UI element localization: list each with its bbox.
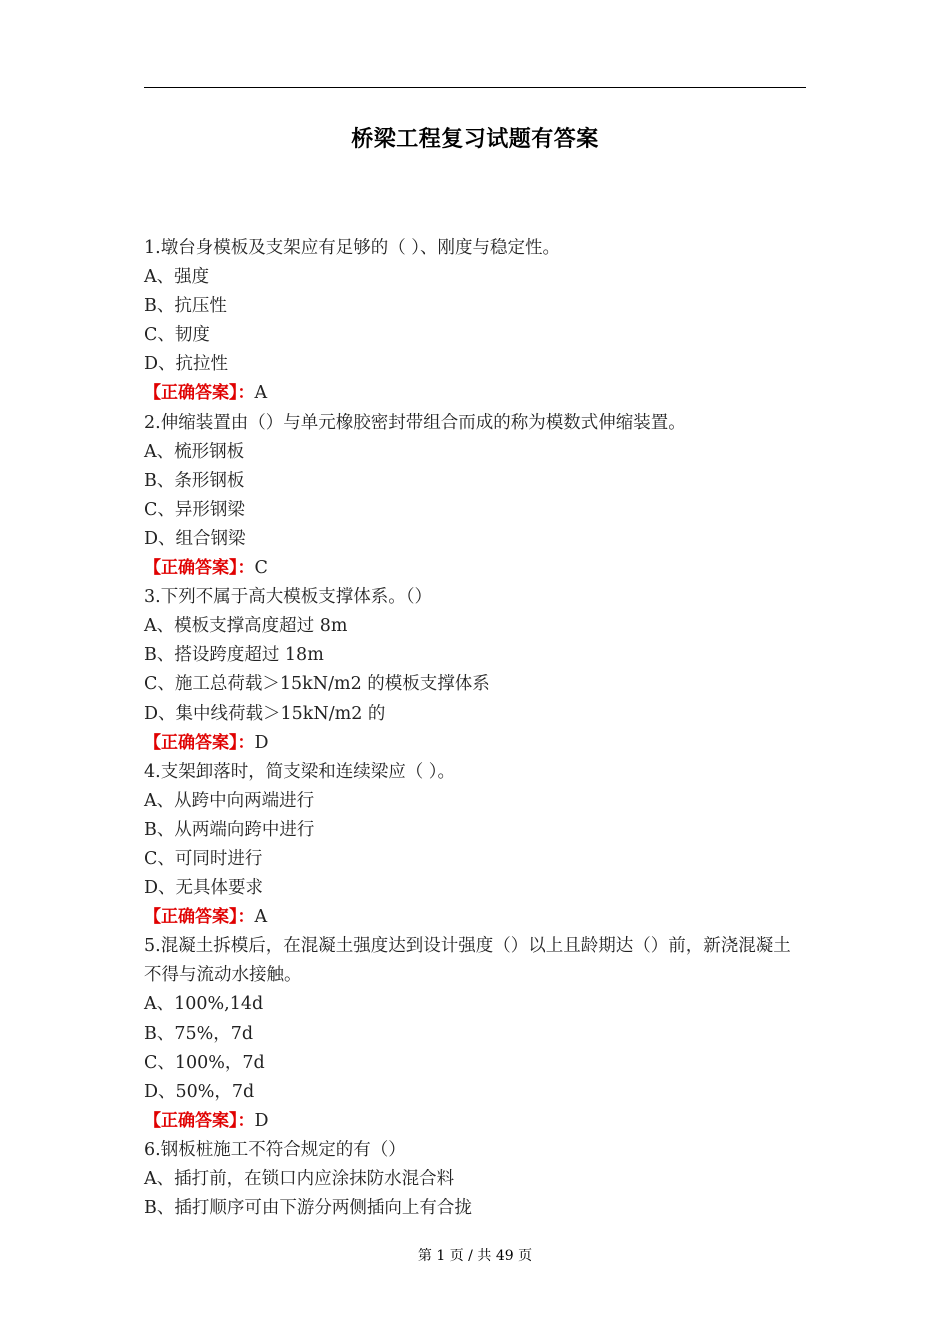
answer-label: 【正确答案】： (144, 1110, 255, 1131)
question-block (144, 932, 804, 1136)
option-b: B、75%，7d (144, 1023, 254, 1044)
question-stem: 3.下列不属于高大模板支撑体系。（） (144, 587, 432, 608)
option-b: B、插打顺序可由下游分两侧插向上有合拢 (144, 1198, 472, 1219)
document-title: 桥梁工程复习试题有答案 (351, 126, 599, 152)
answer-line (144, 379, 804, 408)
answer-line (144, 554, 804, 583)
option-a: A、100%,14d (144, 994, 264, 1015)
option-d: D、50%，7d (144, 1081, 255, 1102)
footer-prefix: 第 (417, 1248, 432, 1264)
header-rule (144, 87, 806, 88)
option-b: B、搭设跨度超过 18m (144, 645, 324, 666)
answer-value: D (254, 732, 269, 753)
answer-value: C (254, 558, 268, 579)
question-block (144, 409, 804, 584)
total-pages-number: 49 (495, 1248, 514, 1264)
answer-label: 【正确答案】： (144, 558, 255, 579)
answer-line (144, 903, 804, 932)
option-a: A、插打前，在锁口内应涂抹防水混合料 (144, 1169, 455, 1189)
option-a: A、梳形钢板 (144, 441, 245, 462)
option-c: C、施工总荷载＞15kN/m2 的模板支撑体系 (144, 674, 490, 695)
question-block (144, 583, 804, 758)
option-a: A、从跨中向两端进行 (144, 790, 315, 811)
question-stem: 2.伸缩装置由（）与单元橡胶密封带组合而成的称为模数式伸缩装置。 (144, 412, 686, 433)
question-stem: 1.墩台身模板及支架应有足够的（ ）、刚度与稳定性。 (144, 238, 561, 258)
answer-value: D (254, 1110, 269, 1131)
option-d: D、组合钢梁 (144, 528, 246, 549)
answer-line (144, 729, 804, 758)
answer-value: A (254, 907, 268, 928)
question-stem: 4.支架卸落时，简支梁和连续梁应（ ）。 (144, 761, 456, 782)
option-b: B、从两端向跨中进行 (144, 819, 315, 840)
option-b: B、抗压性 (144, 296, 227, 317)
question-block (144, 1136, 804, 1223)
option-d: D、集中线荷载＞15kN/m2 的 (144, 703, 386, 724)
question-stem: 6.钢板桩施工不符合规定的有（） (144, 1139, 406, 1160)
option-d: D、无具体要求 (144, 878, 264, 899)
answer-label: 【正确答案】： (144, 732, 255, 753)
option-c: C、100%，7d (144, 1052, 265, 1073)
question-stem: 5.混凝土拆模后，在混凝土强度达到设计强度（）以上且龄期达（）前，新浇混凝土不得与流动水接触。 (144, 936, 791, 986)
footer-middle: 页 / 共 (449, 1248, 492, 1264)
option-c: C、韧度 (144, 325, 210, 346)
answer-line (144, 1107, 804, 1136)
question-block (144, 234, 804, 409)
option-a: A、强度 (144, 267, 210, 288)
option-c: C、可同时进行 (144, 848, 263, 869)
question-list (144, 234, 804, 1223)
option-d: D、抗拉性 (144, 354, 229, 375)
option-a: A、模板支撑高度超过 8m (144, 616, 348, 637)
page-footer (0, 1245, 950, 1265)
answer-value: A (254, 383, 268, 404)
answer-label: 【正确答案】： (144, 383, 255, 404)
footer-suffix: 页 (518, 1248, 533, 1264)
option-c: C、异形钢梁 (144, 499, 245, 520)
question-block (144, 758, 804, 933)
answer-label: 【正确答案】： (144, 907, 255, 928)
current-page-number: 1 (436, 1248, 446, 1264)
option-b: B、条形钢板 (144, 470, 245, 491)
